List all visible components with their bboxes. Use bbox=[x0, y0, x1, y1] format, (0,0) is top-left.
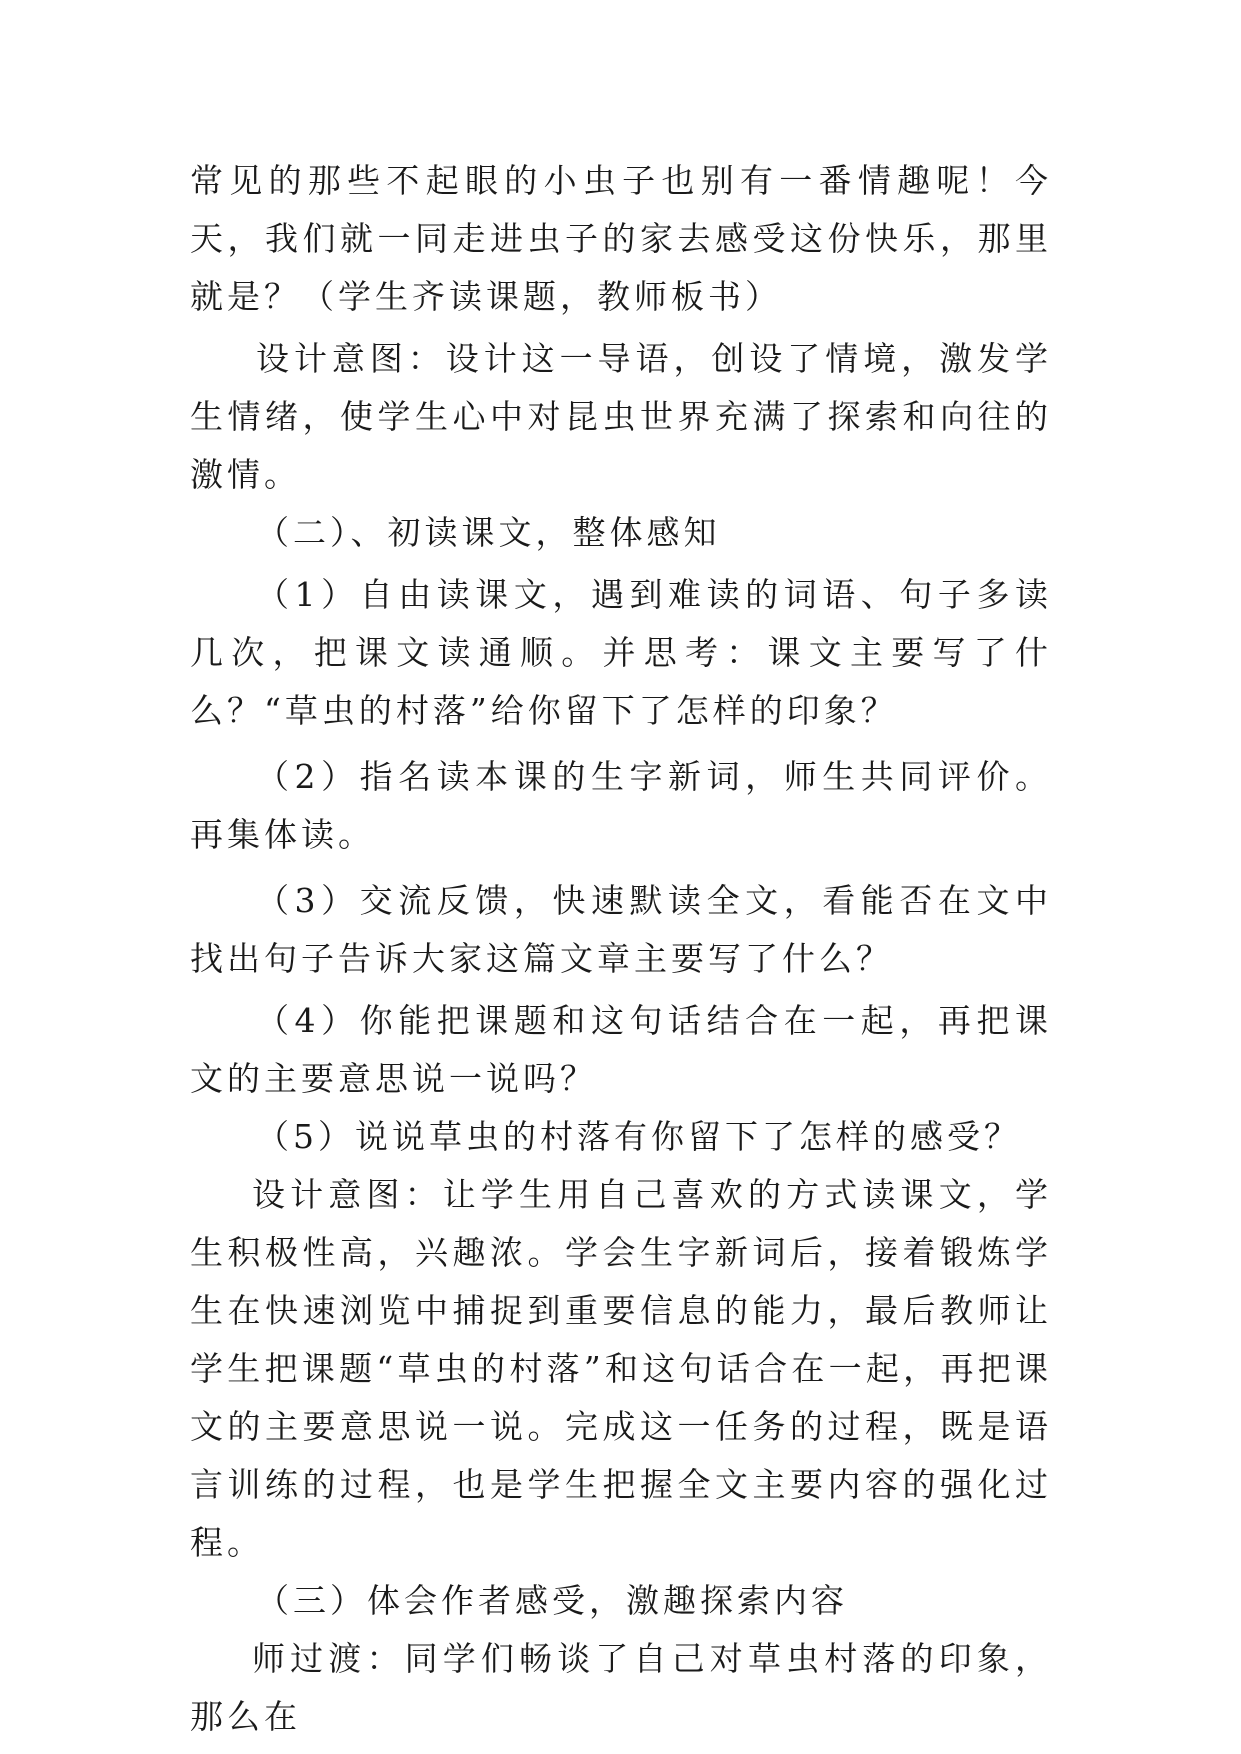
paragraph-design-intent-2: 设计意图：让学生用自己喜欢的方式读课文，学生积极性高，兴趣浓。学会生字新词后，接着锻炼学生在快速浏览中捕捉到重要信息的能力，最后教师让学生把课题“草虫的村落”和这句话合在一起，再把课文的主要意思说一说。完成这一任务的过程，既是语言训练的过程，也是学生把握全文主要内容的强化过程。 bbox=[190, 1175, 1052, 1562]
section-heading-3: （三）体会作者感受，激趣探索内容 bbox=[256, 1581, 848, 1620]
document-page bbox=[190, 152, 1052, 1746]
paragraph-step-2: （2）指名读本课的生字新词，师生共同评价。再集体读。 bbox=[190, 757, 1052, 854]
paragraph-step-4: （4）你能把课题和这句话结合在一起，再把课文的主要意思说一说吗？ bbox=[190, 1001, 1052, 1098]
paragraph-intro-continued: 常见的那些不起眼的小虫子也别有一番情趣呢！今天，我们就一同走进虫子的家去感受这份快乐，那里就是？（学生齐读课题，教师板书） bbox=[190, 161, 1052, 316]
paragraph-design-intent-1: 设计意图：设计这一导语，创设了情境，激发学生情绪，使学生心中对昆虫世界充满了探索和向往的激情。 bbox=[190, 339, 1052, 494]
paragraph-step-5: （5）说说草虫的村落有你留下了怎样的感受？ bbox=[256, 1117, 1021, 1156]
paragraph-teacher-transition: 师过渡：同学们畅谈了自己对草虫村落的印象，那么在 bbox=[190, 1639, 1052, 1736]
paragraph-step-1: （1）自由读课文，遇到难读的词语、句子多读几次，把课文读通顺。并思考：课文主要写了什么？“草虫的村落”给你留下了怎样的印象？ bbox=[190, 575, 1052, 730]
section-heading-2: （二）、初读课文，整体感知 bbox=[256, 513, 721, 552]
paragraph-step-3: （3）交流反馈，快速默读全文，看能否在文中找出句子告诉大家这篇文章主要写了什么？ bbox=[190, 881, 1052, 978]
